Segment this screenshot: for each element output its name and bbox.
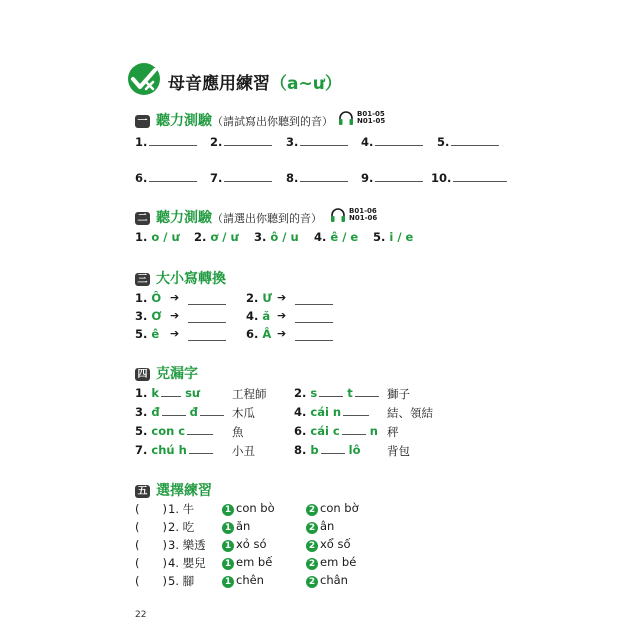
s1-item-1[interactable]: 1. [135, 135, 197, 149]
s5-answer-paren-1[interactable]: ( ) [135, 502, 167, 516]
arrow-right-icon: ➔ [170, 309, 180, 322]
section2-header [135, 207, 322, 227]
s4-item-4[interactable]: 4. cái n [294, 405, 369, 419]
s3-blank-4[interactable] [295, 321, 333, 323]
section5-badge: 五 [135, 485, 150, 498]
s4-item-7[interactable]: 7. chú h [135, 443, 213, 457]
s4-zh-5: 魚 [232, 425, 244, 439]
s1-item-6[interactable]: 6. [135, 171, 197, 185]
circled-two-icon: 2 [306, 576, 318, 588]
section3-title: 大小寫轉換 [156, 271, 226, 287]
arrow-right-icon: ➔ [170, 327, 180, 340]
s5-answer-paren-4[interactable]: ( ) [135, 556, 167, 570]
section1-note: （請試寫出你聽到的音） [212, 115, 333, 128]
section5-header [135, 480, 212, 500]
s4-item-1[interactable]: 1. k sư [135, 386, 201, 400]
s4-zh-3: 木瓜 [232, 406, 255, 420]
circled-one-icon: 1 [222, 522, 234, 534]
s5-question-4: 4. 嬰兒 [168, 556, 206, 570]
s2-item-5[interactable]: 5. i / e [373, 230, 414, 244]
s2-item-3[interactable]: 3. ô / u [254, 230, 299, 244]
s1-item-10[interactable]: 10. [431, 171, 507, 185]
s1-item-2[interactable]: 2. [210, 135, 272, 149]
s5-opt1-2[interactable]: 1 ăn [222, 519, 250, 534]
s4-zh-1: 工程師 [232, 387, 267, 401]
s1-item-3[interactable]: 3. [286, 135, 348, 149]
circled-one-icon: 1 [222, 576, 234, 588]
s5-answer-paren-3[interactable]: ( ) [135, 538, 167, 552]
circled-two-icon: 2 [306, 558, 318, 570]
page-title-range: （a~ư） [270, 74, 342, 94]
section1-track [357, 111, 385, 125]
section2-track1: B01-06 [349, 207, 377, 215]
s3-blank-5[interactable] [188, 339, 226, 341]
s5-opt1-4[interactable]: 1 em bế [222, 555, 272, 570]
headphones-icon [338, 110, 354, 126]
s5-opt1-5[interactable]: 1 chên [222, 573, 264, 588]
section1-header [135, 110, 333, 130]
circled-two-icon: 2 [306, 504, 318, 516]
s4-zh-4: 結、領結 [387, 406, 433, 420]
s3-blank-1[interactable] [188, 303, 226, 305]
circled-one-icon: 1 [222, 558, 234, 570]
circled-one-icon: 1 [222, 540, 234, 552]
s4-zh-2: 獅子 [387, 387, 410, 401]
s1-item-9[interactable]: 9. [361, 171, 423, 185]
s4-zh-6: 秤 [387, 425, 399, 439]
section2-track [349, 208, 377, 222]
s5-answer-paren-2[interactable]: ( ) [135, 520, 167, 534]
section1-badge: 一 [135, 115, 150, 128]
arrow-right-icon: ➔ [277, 309, 287, 322]
section4-title: 克漏字 [156, 366, 198, 382]
s3-item-6[interactable]: 6. Â [246, 327, 272, 341]
page-title-text: 母音應用練習 [168, 74, 270, 94]
section1-title: 聽力測驗 [156, 113, 212, 129]
page-number: 22 [135, 610, 147, 620]
s5-opt1-1[interactable]: 1 con bò [222, 501, 275, 516]
section2-note: （請選出你聽到的音） [212, 212, 322, 225]
s3-item-2[interactable]: 2. Ư [246, 291, 272, 305]
s3-item-3[interactable]: 3. Ơ [135, 309, 162, 323]
s5-question-3: 3. 樂透 [168, 538, 206, 552]
s4-item-5[interactable]: 5. con c [135, 424, 213, 438]
s1-item-5[interactable]: 5. [437, 135, 499, 149]
section2-badge: 二 [135, 212, 150, 225]
circled-one-icon: 1 [222, 504, 234, 516]
s5-question-2: 2. 吃 [168, 520, 195, 534]
s4-item-2[interactable]: 2. s t [294, 386, 379, 400]
section2-title: 聽力測驗 [156, 210, 212, 226]
s4-zh-8: 背包 [387, 444, 410, 458]
arrow-right-icon: ➔ [277, 291, 287, 304]
circled-two-icon: 2 [306, 522, 318, 534]
section5-title: 選擇練習 [156, 483, 212, 499]
arrow-right-icon: ➔ [277, 327, 287, 340]
s5-opt2-5[interactable]: 2 chân [306, 573, 348, 588]
s5-opt2-2[interactable]: 2 ân [306, 519, 334, 534]
s1-item-8[interactable]: 8. [286, 171, 348, 185]
section4-badge: 四 [135, 368, 150, 381]
section2-track2: N01-06 [349, 214, 378, 222]
s5-question-5: 5. 腳 [168, 574, 195, 588]
section1-track2: N01-05 [357, 117, 386, 125]
s3-item-4[interactable]: 4. ă [246, 309, 271, 323]
section3-badge: 三 [135, 273, 150, 286]
s2-item-2[interactable]: 2. ơ / ư [194, 230, 239, 244]
arrow-right-icon: ➔ [170, 291, 180, 304]
s5-opt1-3[interactable]: 1 xỏ só [222, 537, 267, 552]
circled-two-icon: 2 [306, 540, 318, 552]
s4-item-8[interactable]: 8. b lô [294, 443, 361, 457]
s2-item-1[interactable]: 1. o / ư [135, 230, 180, 244]
s2-item-4[interactable]: 4. ê / e [314, 230, 359, 244]
headphones-icon [330, 207, 346, 223]
page-title [168, 69, 342, 94]
s4-item-3[interactable]: 3. đ đ [135, 405, 224, 419]
s3-blank-2[interactable] [295, 303, 333, 305]
s5-opt2-3[interactable]: 2 xổ số [306, 537, 351, 552]
section4-header [135, 363, 198, 383]
check-icon [127, 62, 161, 96]
section3-header [135, 268, 226, 288]
s4-item-6[interactable]: 6. cái c n [294, 424, 378, 438]
s5-opt2-4[interactable]: 2 em bé [306, 555, 356, 570]
s4-zh-7: 小丑 [232, 444, 255, 458]
s3-blank-6[interactable] [295, 339, 333, 341]
s5-opt2-1[interactable]: 2 con bờ [306, 501, 359, 516]
s1-item-4[interactable]: 4. [361, 135, 423, 149]
s3-item-1[interactable]: 1. Ô [135, 291, 162, 305]
s3-item-5[interactable]: 5. ê [135, 327, 160, 341]
s3-blank-3[interactable] [188, 321, 226, 323]
s5-question-1: 1. 牛 [168, 502, 195, 516]
s1-item-7[interactable]: 7. [210, 171, 272, 185]
section1-track1: B01-05 [357, 110, 385, 118]
s5-answer-paren-5[interactable]: ( ) [135, 574, 167, 588]
